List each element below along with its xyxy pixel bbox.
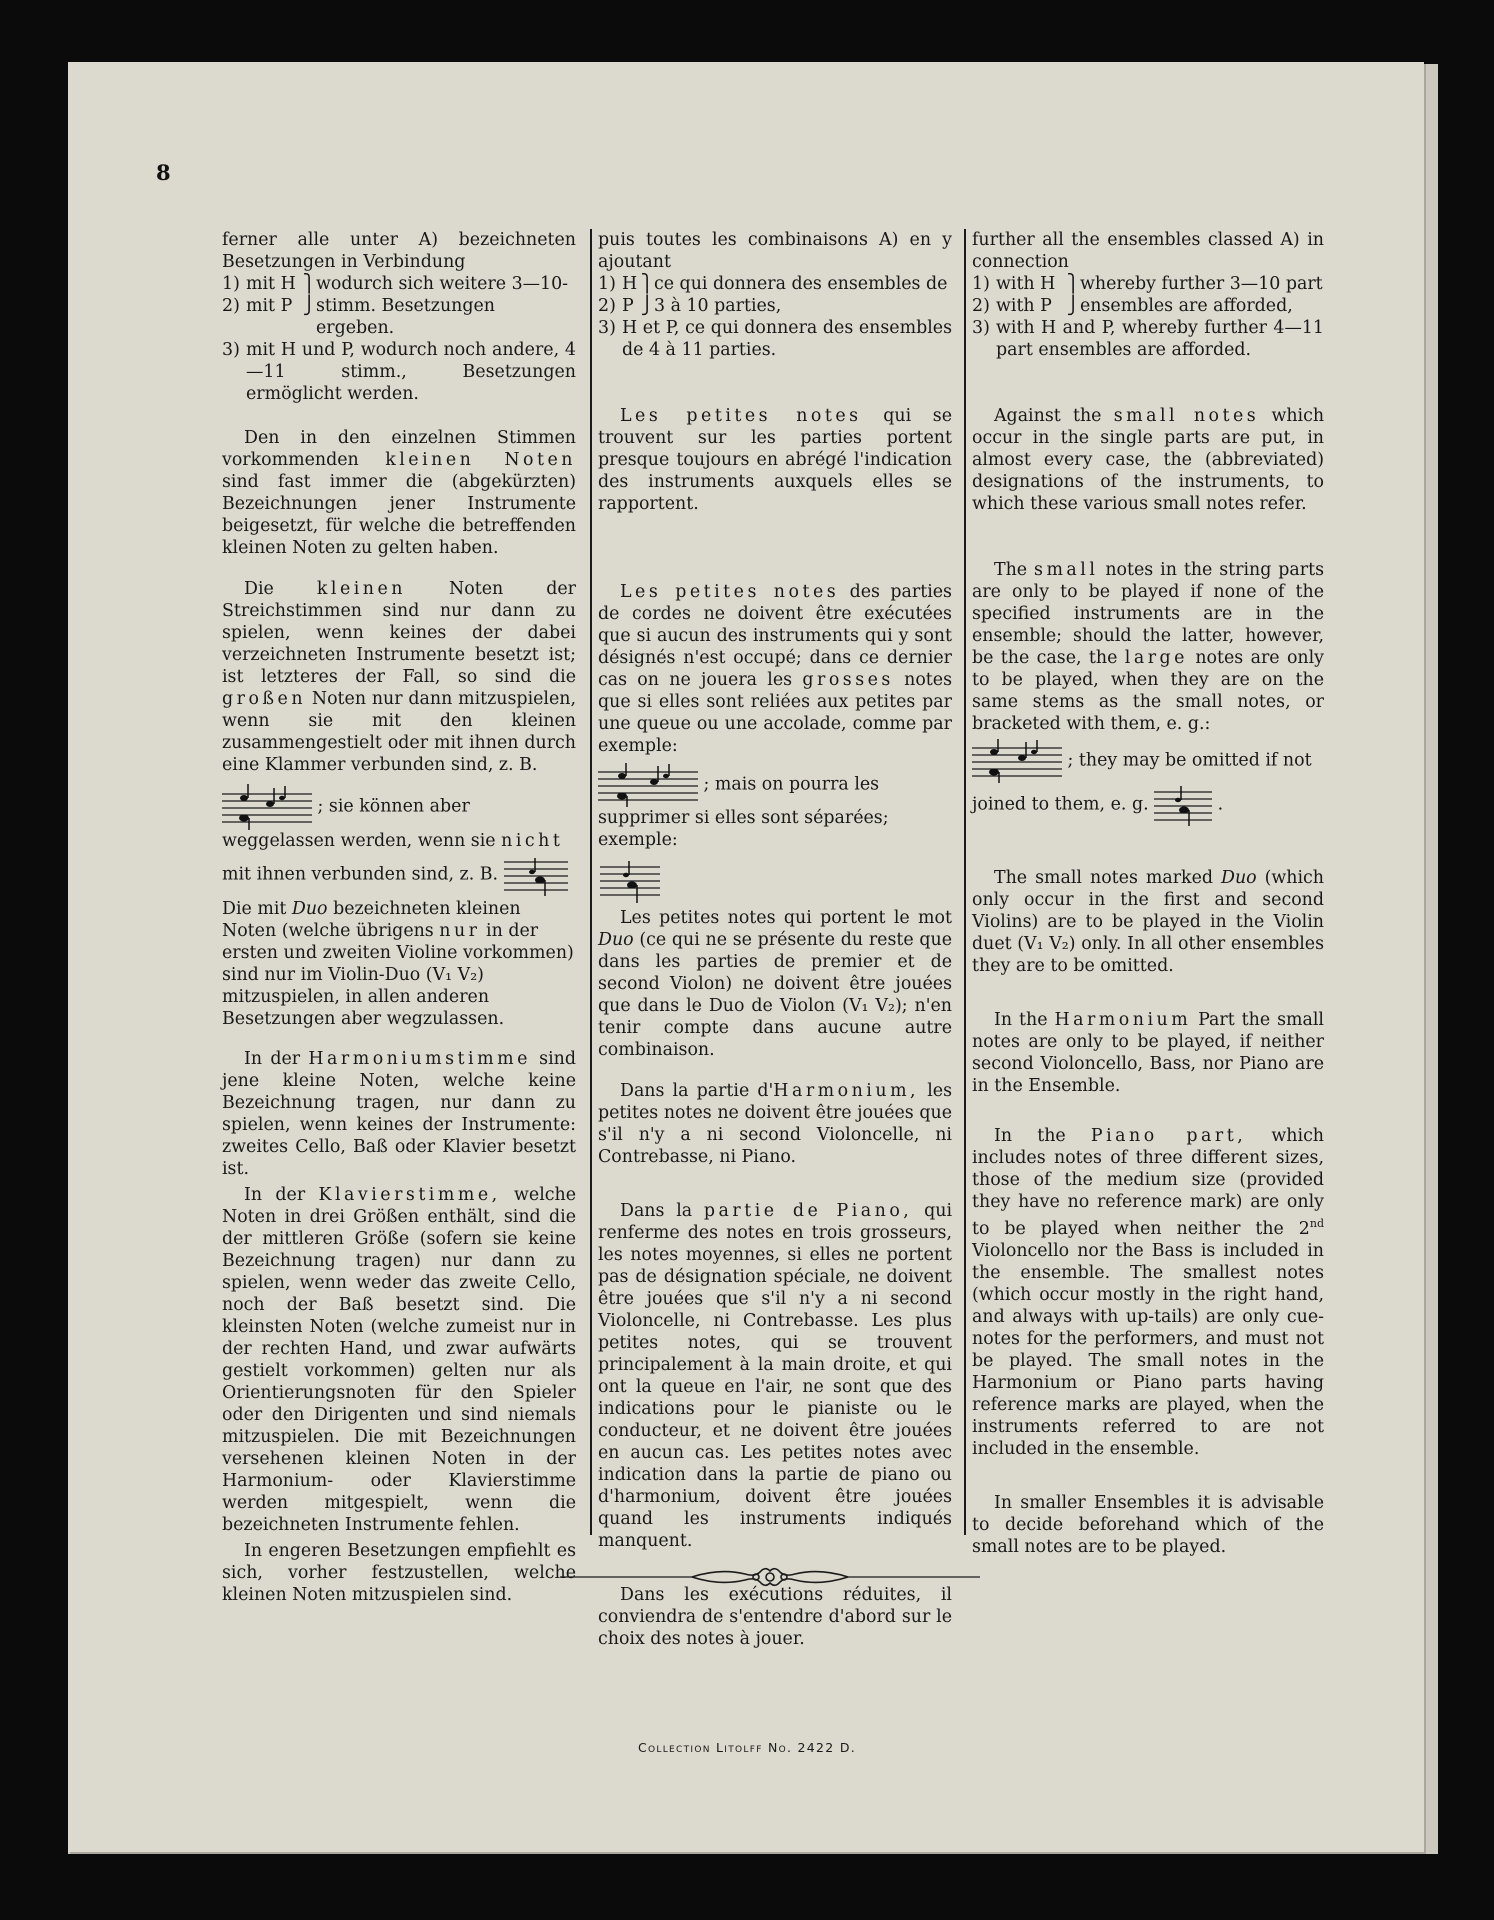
fr-paragraph-4: Dans la partie d'Harmonium, les petites notes ne doivent être jouées que s'il n'y a ni second Violoncelle, ni Contrebasse, ni Piano. [598,1081,952,1167]
fr-paragraph-3: Les petites notes qui portent le mot Duo (ce qui ne se présente du reste que dans les parties de premier et de second Violon) ne doivent être jouées que dans le Duo de Violon (V₁ V₂); n'en tenir compte dans aucune autre combinaison. [598,908,952,1060]
en-paragraph-2: The small notes in the string parts are only to be played if none of the specified instruments are in the ensemble; should the latter, however, be the case, the large notes are only to be played, when they are on the same stems as the small notes, or bracketed with them, e. g.: [972,560,1325,734]
german-column [222,229,576,1625]
fr-music-example-row: ; mais on pourra les supprimer si elles sont séparées; exemple: [598,763,952,851]
music-notation-icon [972,739,1062,783]
column-rule-right [964,229,966,1535]
fr-list-item-1: 1) H ⎫ ce qui donnera des ensembles de [598,274,948,294]
de-list-item-2: 2) mit P ⎭ stimm. Besetzungen ergeben. [222,296,495,338]
brace-icon: ⎫ [302,274,316,294]
en-list-item-3: 3) with H and P, whereby further 4—11 part ensembles are afforded. [972,318,1324,360]
de-paragraph-3: In der Harmoniumstimme sind jene kleine Noten, welche keine Bezeichnung tragen, nur dann zu spielen, wenn keines der Instrumente: zweites Cello, Baß oder Klavier besetzt ist. [222,1049,576,1179]
colophon: Collection Litolff No. 2422 D. [637,1740,857,1755]
fr-list-item-2: 2) P ⎭ 3 à 10 parties, [598,296,782,316]
music-notation-icon [1154,783,1212,827]
brace-icon: ⎫ [1066,274,1080,294]
de-list-item-3: 3) mit H und P, wodurch noch andere, 4—11 stimm., Besetzungen ermöglicht werden. [222,340,576,404]
de-music-example-row-1: ; sie können aber weggelassen werden, wenn sie nicht mit ihnen verbunden sind, z. B. Die mit Duo bezeichneten kleinen Noten (welche übrigens nur in der ersten und zweiten Violine vorkommen) sind nur im Violin-Duo (V₁ V₂) mitzuspielen, in allen anderen Besetzungen aber wegzulassen. [222,784,576,1030]
music-notation-icon [598,763,698,807]
ornament-divider-icon [560,1562,980,1592]
brace-icon: ⎫ [640,274,654,294]
de-intro: ferner alle unter A) bezeichneten Besetzungen in Verbindung [222,230,576,272]
en-list-item-1: 1) with H ⎫ whereby further 3—10 part [972,274,1323,294]
music-notation-icon [600,855,660,905]
en-paragraph-5: In the Piano part, which includes notes of three different sizes, those of the medium size (provided they have no reference mark) are only to be played when neither the 2nd Violoncello nor the Bass is included in the ensemble. The smallest notes (which occur mostly in the right hand, and always with up-tails) are only cue-notes for the performers, and must not be played. The small notes in the Harmonium or Piano parts having reference marks are played, when the instruments referred to are not included in the ensemble. [972,1126,1325,1459]
english-column [972,229,1324,1577]
fr-intro: puis toutes les combinaisons A) en y ajoutant [598,230,952,272]
de-paragraph-1: Den in den einzelnen Stimmen vorkommenden kleinen Noten sind fast immer die (abgekürzten) Bezeichnungen jener Instrumente beigesetzt, für welche die betreffenden kleinen Noten zu gelten haben. [222,428,576,558]
column-rule-left [590,229,592,1535]
en-paragraph-3: The small notes marked Duo (which only occur in the first and second Violins) are to be played in the Violin duet (V₁ V₂) only. In all other ensembles they are to be omitted. [972,868,1324,976]
de-list-item-1: 1) mit H ⎫ wodurch sich weitere 3—10- [222,274,569,294]
fr-paragraph-2: Les petites notes des parties de cordes ne doivent être exécutées que si aucun des instruments qui y sont désignés n'est occupé; dans ce dernier cas on ne jouera les grosses notes que si elles sont reliées aux petites par une queue ou une accolade, comme par exemple: [598,582,953,756]
en-intro: further all the ensembles classed A) in connection [972,230,1324,272]
fr-paragraph-5: Dans la partie de Piano, qui renferme des notes en trois grosseurs, les notes moyennes, si elles ne portent pas de désignation spéciale, ne doivent être jouées que s'il n'y a ni second Violoncelle, ni Contrebasse. Les plus petites notes, qui se trouvent principalement à la main droite, et qui ont la queue en l'air, ne sont que des indications pour le pianiste ou le conducteur, et ne doivent être jouées en aucun cas. Les petites notes avec indication dans la partie de piano ou d'harmonium, doivent être jouées quand les instruments indiqués manquent. [598,1201,953,1551]
de-paragraph-5: In engeren Besetzungen empfiehlt es sich, vorher festzustellen, welche kleinen Noten mitzuspielen sind. [222,1541,576,1605]
de-paragraph-4: In der Klavierstimme, welche Noten in drei Größen enthält, sind die der mittleren Größe (sofern sie keine Bezeichnung tragen) nur dann zu spielen, wenn weder das zweite Cello, noch der Baß besetzt sind. Die kleinsten Noten (welche zumeist nur in der rechten Hand, und zwar aufwärts gestielt vorkommen) gelten nur als Orientierungsnoten für den Spieler oder den Dirigenten und sind niemals mitzuspielen. Die mit Bezeichnungen versehenen kleinen Noten in der Harmonium- oder Klavierstimme werden mitgespielt, wenn die bezeichneten Instrumente fehlen. [222,1185,577,1535]
fr-paragraph-6: Dans les exécutions réduites, il conviendra de s'entendre d'abord sur le choix des notes à jouer. [598,1585,952,1649]
fr-list-item-3: 3) H et P, ce qui donnera des ensembles de 4 à 11 parties. [598,318,952,360]
en-paragraph-1: Against the small notes which occur in the single parts are put, in almost every case, the (abbreviated) designations of the instruments, to which these various small notes refer. [972,406,1325,514]
en-music-example-row: ; they may be omitted if not joined to them, e. g. . [972,739,1324,827]
fr-paragraph-1: Les petites notes qui se trouvent sur les parties portent presque toujours en abrégé l'indication des instruments auxquels elles se rapportent. [598,406,952,514]
music-notation-icon [222,784,312,830]
de-paragraph-2: Die kleinen Noten der Streichstimmen sind nur dann zu spielen, wenn keines der dabei verzeichneten Instrumente besetzt ist; ist letzteres der Fall, so sind die großen Noten nur dann mitzuspielen, wenn sie mit den kleinen zusammengestielt oder mit ihnen durch eine Klammer verbunden sind, z. B. [222,579,577,775]
music-notation-icon [504,852,568,898]
en-paragraph-4: In the Harmonium Part the small notes are only to be played, if neither second Violoncello, Bass, nor Piano are in the Ensemble. [972,1010,1324,1096]
french-column [598,229,952,1669]
en-paragraph-6: In smaller Ensembles it is advisable to decide beforehand which of the small notes are to be played. [972,1492,1324,1557]
en-list-item-2: 2) with P ⎭ ensembles are afforded, [972,296,1293,316]
page-number: 8 [156,160,171,185]
